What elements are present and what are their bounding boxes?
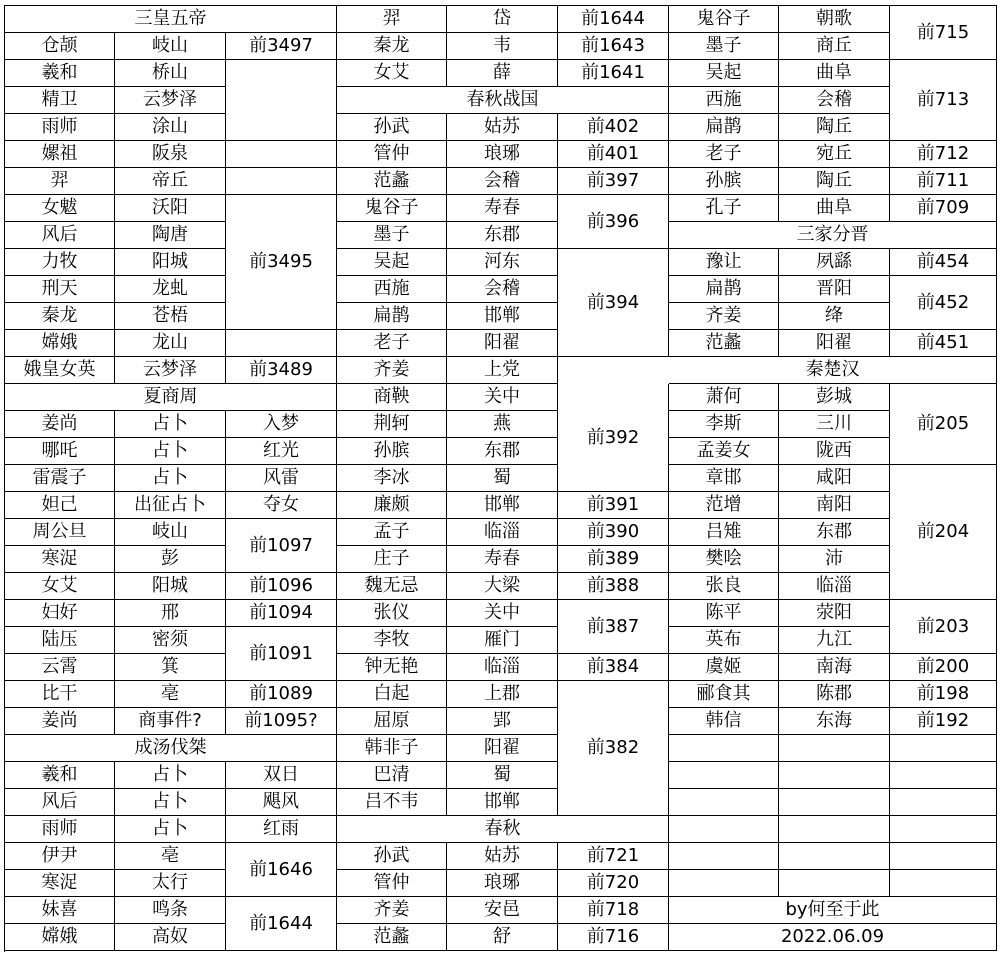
table-cell: 吕雉 [669, 519, 779, 546]
table-cell [890, 843, 997, 870]
table-cell: 太行 [115, 870, 226, 897]
table-cell: 周公旦 [5, 519, 115, 546]
table-cell: 女魃 [5, 195, 115, 222]
table-cell [890, 816, 997, 843]
table-cell: 彭城 [779, 384, 890, 411]
table-cell: 范蠡 [337, 168, 447, 195]
table-cell: 临淄 [779, 573, 890, 600]
table-cell: 吴起 [669, 60, 779, 87]
table-cell: 琅琊 [447, 870, 558, 897]
table-cell: 前712 [890, 141, 997, 168]
table-cell: 彭 [115, 546, 226, 573]
table-cell: 邢 [115, 600, 226, 627]
table-cell: 前1095? [226, 708, 337, 735]
table-cell: 琅琊 [447, 141, 558, 168]
table-cell: 嫘祖 [5, 141, 115, 168]
table-cell: 前387 [558, 600, 669, 654]
table-cell: 宛丘 [779, 141, 890, 168]
table-cell: 占卜 [115, 438, 226, 465]
table-cell: 前1644 [558, 6, 669, 33]
table-cell: 风雷 [226, 465, 337, 492]
table-cell: 上郡 [447, 681, 558, 708]
table-cell: 前391 [558, 492, 669, 519]
table-cell: 前1643 [558, 33, 669, 60]
table-cell [226, 141, 337, 168]
table-cell: 阳城 [115, 249, 226, 276]
table-cell: 管仲 [337, 141, 447, 168]
table-cell: 羿 [5, 168, 115, 195]
table-cell: 荥阳 [779, 600, 890, 627]
table-cell: 比干 [5, 681, 115, 708]
table-cell: 蜀 [447, 465, 558, 492]
table-cell: 九江 [779, 627, 890, 654]
table-cell: 入梦 [226, 411, 337, 438]
table-cell: 大梁 [447, 573, 558, 600]
table-cell: 薛 [447, 60, 558, 87]
table-cell: 前720 [558, 870, 669, 897]
table-cell [779, 735, 890, 762]
table-cell: 前715 [890, 6, 997, 60]
table-cell [890, 762, 997, 789]
table-cell: 前396 [558, 195, 669, 249]
table-cell: 前384 [558, 654, 669, 681]
table-cell: 墨子 [337, 222, 447, 249]
table-cell: 占卜 [115, 465, 226, 492]
table-cell: 夙繇 [779, 249, 890, 276]
table-cell: 绛 [779, 303, 890, 330]
table-cell: 帝丘 [115, 168, 226, 195]
table-cell: 前203 [890, 600, 997, 654]
table-cell: 西施 [669, 87, 779, 114]
table-cell: 孙武 [337, 114, 447, 141]
table-cell [890, 789, 997, 816]
table-cell [669, 789, 779, 816]
table-cell: 阳城 [115, 573, 226, 600]
table-cell: 哪吒 [5, 438, 115, 465]
table-cell: 韩信 [669, 708, 779, 735]
table-cell: 涂山 [115, 114, 226, 141]
table-cell: 飓风 [226, 789, 337, 816]
table-cell: 羿 [337, 6, 447, 33]
table-cell: 前382 [558, 681, 669, 816]
table-cell: 荆轲 [337, 411, 447, 438]
table-cell: 齐姜 [669, 303, 779, 330]
table-cell: 商鞅 [337, 384, 447, 411]
table-cell: 会稽 [779, 87, 890, 114]
table-cell: 屈原 [337, 708, 447, 735]
table-cell: 管仲 [337, 870, 447, 897]
table-cell: 寒浞 [5, 870, 115, 897]
table-cell: 云梦泽 [115, 357, 226, 384]
table-cell: 女艾 [5, 573, 115, 600]
table-cell: 吕不韦 [337, 789, 447, 816]
table-cell: 燕 [447, 411, 558, 438]
table-cell: 前1644 [226, 897, 337, 951]
table-cell: 虞姬 [669, 654, 779, 681]
table-cell: 范蠡 [669, 330, 779, 357]
table-cell: 齐姜 [337, 897, 447, 924]
table-cell: 前718 [558, 897, 669, 924]
table-cell: 陶唐 [115, 222, 226, 249]
table-cell: 前721 [558, 843, 669, 870]
table-cell: 夏商周 [5, 384, 337, 411]
table-cell: 陈郡 [779, 681, 890, 708]
table-cell: 樊哙 [669, 546, 779, 573]
table-cell: 东郡 [447, 222, 558, 249]
table-cell: 嫦娥 [5, 924, 115, 951]
table-cell [779, 762, 890, 789]
table-cell: 阳翟 [779, 330, 890, 357]
table-cell: 关中 [447, 384, 558, 411]
table-cell [226, 168, 337, 195]
table-cell: 邯郸 [447, 492, 558, 519]
table-cell: 秦龙 [337, 33, 447, 60]
table-cell: 红雨 [226, 816, 337, 843]
table-cell: 秦龙 [5, 303, 115, 330]
table-cell: 力牧 [5, 249, 115, 276]
table-cell: 老子 [669, 141, 779, 168]
table-cell: 三皇五帝 [5, 6, 337, 33]
table-cell: 前394 [558, 249, 669, 357]
table-cell: 扁鹊 [669, 276, 779, 303]
table-cell: 雨师 [5, 816, 115, 843]
table-cell: 前1641 [558, 60, 669, 87]
table-cell: 前1096 [226, 573, 337, 600]
table-cell: 南阳 [779, 492, 890, 519]
table-cell: 云霄 [5, 654, 115, 681]
table-cell: 李冰 [337, 465, 447, 492]
table-cell: 李牧 [337, 627, 447, 654]
table-cell: 羲和 [5, 60, 115, 87]
table-cell: 范增 [669, 492, 779, 519]
table-cell: 阪泉 [115, 141, 226, 168]
table-cell: 韩非子 [337, 735, 447, 762]
table-cell: 苍梧 [115, 303, 226, 330]
table-cell [779, 789, 890, 816]
table-cell: 阳翟 [447, 330, 558, 357]
table-cell: 张良 [669, 573, 779, 600]
table-cell: 阳翟 [447, 735, 558, 762]
table-cell [669, 843, 779, 870]
table-cell: 孟子 [337, 519, 447, 546]
table-cell: 前401 [558, 141, 669, 168]
table-cell: 箕 [115, 654, 226, 681]
table-cell: 曲阜 [779, 60, 890, 87]
table-cell: 前389 [558, 546, 669, 573]
table-cell: 白起 [337, 681, 447, 708]
table-cell: 豫让 [669, 249, 779, 276]
table-cell: 商事件? [115, 708, 226, 735]
table-cell [890, 735, 997, 762]
table-cell: 蜀 [447, 762, 558, 789]
table-cell: 陶丘 [779, 114, 890, 141]
table-cell: 占卜 [115, 816, 226, 843]
table-cell: 巴清 [337, 762, 447, 789]
table-cell: 风后 [5, 789, 115, 816]
table-cell: 咸阳 [779, 465, 890, 492]
table-cell: 晋阳 [779, 276, 890, 303]
table-cell: 韦 [447, 33, 558, 60]
table-cell [890, 870, 997, 897]
table-cell [669, 735, 779, 762]
table-cell: 前388 [558, 573, 669, 600]
table-cell: 鬼谷子 [669, 6, 779, 33]
table-cell: 成汤伐桀 [5, 735, 337, 762]
table-cell: 前204 [890, 465, 997, 600]
table-cell: 夺女 [226, 492, 337, 519]
table-cell: 姜尚 [5, 708, 115, 735]
table-cell: 东郡 [779, 519, 890, 546]
table-cell: 陆压 [5, 627, 115, 654]
table-cell: 寿春 [447, 195, 558, 222]
table-cell: 亳 [115, 681, 226, 708]
table-cell: 孙武 [337, 843, 447, 870]
table-cell: 廉颇 [337, 492, 447, 519]
table-cell: 上党 [447, 357, 558, 384]
table-cell: 前192 [890, 708, 997, 735]
table-cell: 鬼谷子 [337, 195, 447, 222]
table-cell: 姑苏 [447, 843, 558, 870]
table-cell: 孔子 [669, 195, 779, 222]
table-cell: 范蠡 [337, 924, 447, 951]
table-cell: 寒浞 [5, 546, 115, 573]
table-cell: 南海 [779, 654, 890, 681]
table-cell: 姑苏 [447, 114, 558, 141]
table-cell: 舒 [447, 924, 558, 951]
table-cell: 前397 [558, 168, 669, 195]
table-cell: 伊尹 [5, 843, 115, 870]
table-cell: 女艾 [337, 60, 447, 87]
table-cell: 前392 [558, 384, 669, 492]
table-cell: 前1089 [226, 681, 337, 708]
table-cell: 孙膑 [669, 168, 779, 195]
table-cell: 雨师 [5, 114, 115, 141]
table-cell: 2022.06.09 [669, 924, 997, 951]
table-cell: 岐山 [115, 519, 226, 546]
table-cell: 龙山 [115, 330, 226, 357]
table-cell: 齐姜 [337, 357, 447, 384]
table-cell: 前454 [890, 249, 997, 276]
table-cell: 邯郸 [447, 303, 558, 330]
table-cell: 陇西 [779, 438, 890, 465]
table-cell: 章邯 [669, 465, 779, 492]
table-cell: 张仪 [337, 600, 447, 627]
table-cell: 会稽 [447, 276, 558, 303]
table-cell: 会稽 [447, 168, 558, 195]
table-cell: 前1646 [226, 843, 337, 897]
table-cell: 桥山 [115, 60, 226, 87]
table-cell: 陶丘 [779, 168, 890, 195]
table-cell: 墨子 [669, 33, 779, 60]
table-cell [669, 870, 779, 897]
table-cell: 秦楚汉 [669, 357, 997, 384]
table-cell [779, 843, 890, 870]
table-cell: 沛 [779, 546, 890, 573]
table-cell: 龙虬 [115, 276, 226, 303]
table-cell: by何至于此 [669, 897, 997, 924]
table-cell: 寿春 [447, 546, 558, 573]
table-cell: 妹喜 [5, 897, 115, 924]
table-cell: 嫦娥 [5, 330, 115, 357]
table-cell: 前3489 [226, 357, 337, 384]
table-cell: 妲己 [5, 492, 115, 519]
table-cell: 孙膑 [337, 438, 447, 465]
table-cell: 春秋战国 [337, 87, 669, 114]
table-cell: 前200 [890, 654, 997, 681]
table-cell: 鸣条 [115, 897, 226, 924]
table-cell: 朝歌 [779, 6, 890, 33]
table-cell [669, 816, 779, 843]
table-cell: 前390 [558, 519, 669, 546]
table-cell: 精卫 [5, 87, 115, 114]
table-cell: 岐山 [115, 33, 226, 60]
table-cell: 羲和 [5, 762, 115, 789]
table-cell: 前452 [890, 276, 997, 330]
table-cell: 前205 [890, 384, 997, 465]
table-cell: 妇好 [5, 600, 115, 627]
table-cell: 前711 [890, 168, 997, 195]
table-cell [226, 330, 337, 357]
table-cell: 占卜 [115, 789, 226, 816]
table-cell: 红光 [226, 438, 337, 465]
table-cell: 春秋 [337, 816, 669, 843]
table-cell: 吴起 [337, 249, 447, 276]
table-cell: 占卜 [115, 762, 226, 789]
table-cell: 双日 [226, 762, 337, 789]
table-cell: 英布 [669, 627, 779, 654]
table-cell: 前1094 [226, 600, 337, 627]
table-cell: 孟姜女 [669, 438, 779, 465]
table-cell: 前709 [890, 195, 997, 222]
table-cell: 前3497 [226, 33, 337, 60]
table-cell: 庄子 [337, 546, 447, 573]
table-cell: 仓颉 [5, 33, 115, 60]
table-cell: 雁门 [447, 627, 558, 654]
table-cell: 高奴 [115, 924, 226, 951]
table-cell [669, 762, 779, 789]
table-cell: 前198 [890, 681, 997, 708]
table-cell: 萧何 [669, 384, 779, 411]
table-cell: 扁鹊 [337, 303, 447, 330]
table-cell: 沃阳 [115, 195, 226, 222]
table-cell: 邯郸 [447, 789, 558, 816]
table-cell: 前716 [558, 924, 669, 951]
table-cell: 临淄 [447, 519, 558, 546]
table-cell: 岱 [447, 6, 558, 33]
table-cell: 刑天 [5, 276, 115, 303]
table-cell [226, 60, 337, 141]
table-cell: 前402 [558, 114, 669, 141]
table-cell: 老子 [337, 330, 447, 357]
table-cell: 陈平 [669, 600, 779, 627]
table-cell: 钟无艳 [337, 654, 447, 681]
history-table [4, 5, 997, 952]
table-cell: 出征占卜 [115, 492, 226, 519]
table-cell: 密须 [115, 627, 226, 654]
table-cell: 郦食其 [669, 681, 779, 708]
table-cell: 三川 [779, 411, 890, 438]
table-cell: 前1091 [226, 627, 337, 681]
table-cell: 前713 [890, 60, 997, 141]
table-cell: 郢 [447, 708, 558, 735]
table-cell: 魏无忌 [337, 573, 447, 600]
table-cell: 扁鹊 [669, 114, 779, 141]
table-cell [779, 816, 890, 843]
table-cell: 前1097 [226, 519, 337, 573]
table-cell: 安邑 [447, 897, 558, 924]
table-cell: 东海 [779, 708, 890, 735]
table-cell: 前451 [890, 330, 997, 357]
table-cell: 亳 [115, 843, 226, 870]
table-cell: 关中 [447, 600, 558, 627]
table-cell: 三家分晋 [669, 222, 997, 249]
table-cell: 临淄 [447, 654, 558, 681]
table-cell: 娥皇女英 [5, 357, 115, 384]
table-cell: 前3495 [226, 195, 337, 330]
table-cell: 河东 [447, 249, 558, 276]
table-cell: 姜尚 [5, 411, 115, 438]
table-cell: 雷震子 [5, 465, 115, 492]
table-cell: 西施 [337, 276, 447, 303]
table-cell: 风后 [5, 222, 115, 249]
table-cell: 占卜 [115, 411, 226, 438]
table-cell: 曲阜 [779, 195, 890, 222]
table-cell: 云梦泽 [115, 87, 226, 114]
table-cell: 商丘 [779, 33, 890, 60]
table-cell [779, 870, 890, 897]
table-cell: 东郡 [447, 438, 558, 465]
table-cell: 李斯 [669, 411, 779, 438]
